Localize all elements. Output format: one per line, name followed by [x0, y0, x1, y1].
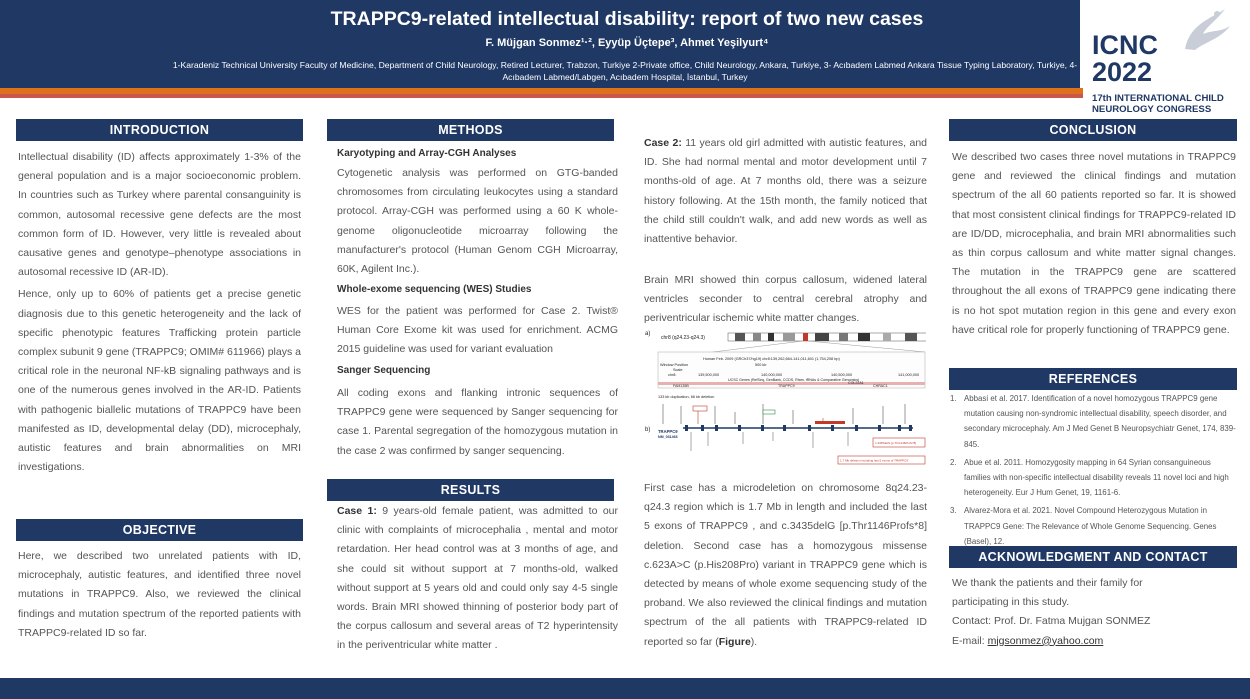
- chrom-label: chr8 (q24.23-q24.3): [661, 335, 705, 341]
- contact-email: E-mail: mjgsonmez@yahoo.com: [952, 634, 1104, 647]
- trappc9-label: TRAPPC9: [658, 429, 678, 434]
- results-heading: RESULTS: [327, 479, 614, 501]
- methods-heading: METHODS: [327, 119, 614, 141]
- objective-text: Here, we described two unrelated patients with ID, microcephaly, autistic features, and identified three novel mutations in TRAPPC9. Also, we reviewed the clinical findings and mutation spectrum of the reported patients with TRAPPC9-related ID so far.: [18, 550, 301, 639]
- chr8-label: chr8:: [668, 373, 677, 377]
- genetic-figure: [643, 326, 926, 474]
- poster-affiliations: 1-Karadeniz Technical University Faculty of Medicine, Department of Child Neurology, Retired Lecturer, Trabzon, Turkiye 2-Private office, Child Neurology, Ankara, Turkiye, 3- Acıbadem Labmed Ankara Tissue Typing Laboratory, Turkiye, 4- Acıbadem Labmed/Labgen, Acıbadem Hospital, İstanbul, Turkey: [172, 60, 1078, 82]
- gene-label: CHRAC1: [873, 384, 888, 388]
- acknowledgment-heading: ACKNOWLEDGMENT AND CONTACT: [949, 546, 1237, 568]
- email-link[interactable]: mjgsonmez@yahoo.com: [987, 634, 1104, 647]
- gene-label: FAM135B: [673, 384, 689, 388]
- case1-label: Case 1:: [337, 505, 377, 517]
- figure-label-a: a): [645, 331, 651, 337]
- case2-text: Case 2: 11 years old girl admitted with autistic features, and ID. She had normal mental and motor development until 7 months-old of age. At 7 months old, there was a seizure history following. At the 15th month, the family noticed that the child still couldn't walk, and add new words as well as inattentive behavior.: [644, 137, 928, 246]
- scale-title: Scale: [673, 368, 683, 372]
- dancer-logo-icon: [1155, 4, 1235, 54]
- deletion-box-label: 1.7 Mb deletion including last 5 exons of TRAPPC9: [840, 458, 908, 463]
- deletion-note: 133 kb duplication, 66 kb deletion: [658, 395, 715, 399]
- lower-markers: [691, 432, 848, 451]
- methods-subheading: Whole-exome sequencing (WES) Studies: [337, 284, 532, 295]
- gene-track-label: UCSC Genes (RefSeq, GenBank, CCDS, Rfam, tRNAs & Comparative Genomics): [728, 378, 860, 382]
- reference-item: 1. Abbasi et al. 2017. Identification of a novel homozygous TRAPPC9 gene mutation causing non-syndromic intellectual disability, speech disorder, and secondary microcephaly. Am J Med Genet B Neuropsychiatr Genet, 174, 839-845.: [950, 394, 1236, 449]
- chromosome-diagram: [643, 326, 926, 474]
- methods-text: WES for the patient was performed for Case 2. Twist® Human Core Exome kit was used for enrichment. ACMG 2015 guideline was used for variant evaluation: [337, 305, 618, 356]
- introduction-text: [18, 148, 301, 477]
- deletion-bar: [815, 421, 845, 424]
- objective-heading: OBJECTIVE: [16, 519, 303, 541]
- nm-label: NM_031466: [658, 435, 678, 439]
- gene-label: COL22A1: [848, 381, 864, 385]
- contact-name: Contact: Prof. Dr. Fatma Mujgan SONMEZ: [952, 615, 1151, 628]
- coord-label: 140,500,000: [831, 373, 853, 377]
- conclusion-heading: CONCLUSION: [949, 119, 1237, 141]
- coord-label: 139,500,000: [698, 373, 720, 377]
- reference-item: 3. Alvarez-Mora et al. 2021. Novel Compound Heterozygous Mutation in TRAPPC9 Gene: The Relevance of Whole Genome Sequencing. Genes (Basel), 12.: [950, 506, 1217, 546]
- acknowledgment-thanks: We thank the patients and their family for participating in this study.: [952, 577, 1143, 609]
- coord-label: 141,000,000: [898, 373, 920, 377]
- footer-bar: [0, 678, 1250, 699]
- poster-authors: F. Müjgan Sonmez¹·², Eyyüp Üçtepe³, Ahmet Yeşilyurt⁴: [485, 37, 769, 49]
- references-list: [950, 391, 1237, 552]
- introduction-paragraph: Hence, only up to 60% of patients get a precise genetic diagnosis due to this genetic heterogeneity and the lack of specific phenotypic features Trafficking protein particle complex subunit 9 gene (TRAPPC9; OMIM# 611966) plays a critical role in the neuronal NF-kB signaling pathways and is one of the numerous genes involved in the AR-ID. Patients with pathogenic biallelic mutations of TRAPPC9 have been manifested as ID, developmental delay (DD), microcephaly, autistic features and brain abnormalities on MRI investigations.: [18, 288, 301, 474]
- figure-reference: Figure: [718, 635, 751, 648]
- methods-text: All coding exons and flanking intronic sequences of TRAPPC9 gene were sequenced by Sanger sequencing for case 1. Parental segregation of the homozygous mutation in the case 2 was confirmed by sanger sequencing.: [337, 387, 618, 457]
- poster-title: TRAPPC9-related intellectual disability: report of two new cases: [330, 8, 924, 30]
- scale-label: 500 kb: [755, 363, 767, 367]
- findings-text: First case has a microdeletion on chromosome 8q24.23-q24.3 region which is 1.7 Mb in length and included the last 5 exons of TRAPPC9 , and c.3435delG [p.Thr1146Profs*8] deletion. Second case has a homozygous missense c.623A>C (p.His208Pro) variant in TRAPPC9 gene which is detected by means of whole exome sequencing study of the proband. We also reviewed the clinical findings and mutation spectrum of the all patients with TRAPPC9-related ID reported so far (Figure).: [644, 482, 927, 648]
- methods-subheading: Karyotyping and Array-CGH Analyses: [337, 148, 517, 159]
- introduction-paragraph: Intellectual disability (ID) affects approximately 1-3% of the general population and is a major socioeconomic problem. In countries such as Turkey where parental consanguinity is common, autosomal recessive gene defects are the most common form of ID. However, very little is revealed about causative genes and genotype–phenotype associations in autosomal recessive ID (AR-ID).: [18, 151, 301, 279]
- acknowledgment-text: [952, 574, 1192, 651]
- introduction-heading: INTRODUCTION: [16, 119, 303, 141]
- coord-label: 140,000,000: [761, 373, 783, 377]
- methods-subheading: Sanger Sequencing: [337, 365, 431, 376]
- methods-text: Cytogenetic analysis was performed on GTG-banded chromosomes from circulating leukocytes using a standard protocol. Array-CGH was performed using a 60 K whole-genome oligonucleotide microarray following the manufacturer's protocol (Human Genom CGH Microarray, 60K, Agilent Inc.).: [337, 167, 618, 276]
- figure-label-b: b): [645, 427, 651, 433]
- header-stripe-accent: [0, 94, 1083, 98]
- references-heading: REFERENCES: [949, 368, 1237, 390]
- logo-text: ICNC 2022: [1092, 30, 1158, 87]
- case1-text: Case 1: 9 years-old female patient, was admitted to our clinic with complaints of microcephalia , mental and motor retardation. Her head control was at 3 months of age, and she could sit without support at 7 months-old, walked without support at 5 years old and could only say 4-5 single words. Brain MRI showed thinning of posterior body part of the corpus callosum and several areas of T2 hyperintensity in the periventricular white matter .: [337, 505, 619, 652]
- window-label: Window Position: [660, 363, 689, 367]
- case2-label: Case 2:: [644, 137, 682, 149]
- chromosome-ideogram: [728, 333, 926, 341]
- reference-item: 2. Abue et al. 2011. Homozygosity mapping in 64 Syrian consanguineous families with non-specific intellectual disability reveals 11 novel loci and high heterogeneity. Eur J Hum Genet, 19, 1161-6.: [950, 457, 1229, 498]
- logo-subtitle: 17th INTERNATIONAL CHILD NEUROLOGY CONGRESS: [1092, 93, 1224, 115]
- gene-label: TRAPPC9: [778, 384, 795, 388]
- deletion-box-label: c.3435delG [p.Thr1146Profs*8]: [875, 441, 917, 445]
- track-label: Human Feb. 2009 (GRCh37/hg19) chr8:139,262,664-141,011,601 (1,754,208 bp): [703, 357, 840, 361]
- conclusion-text: We described two cases three novel mutations in TRAPPC9 gene and reviewed the clinical findings and mutation spectrum of the all 60 patients reported so far. It is showed that most consistent clinical findings for TRAPPC9-related ID are ID/DD, microcephalia, and brain MRI abnormalities such as thin corpus callosum and white matter signal changes. The mutation in the TRAPPC9 gene are scattered throughout the all exons of TRAPPC9 gene indicating there is no hot spot mutation region in this gene and every exon have critical role for properly functioning of TRAPPC9 gene.: [952, 151, 1236, 336]
- case2-mri-text: Brain MRI showed thin corpus callosum, widened lateral ventricles seconder to central cerebral atrophy and periventricular ischemic white matter changes.: [644, 274, 927, 325]
